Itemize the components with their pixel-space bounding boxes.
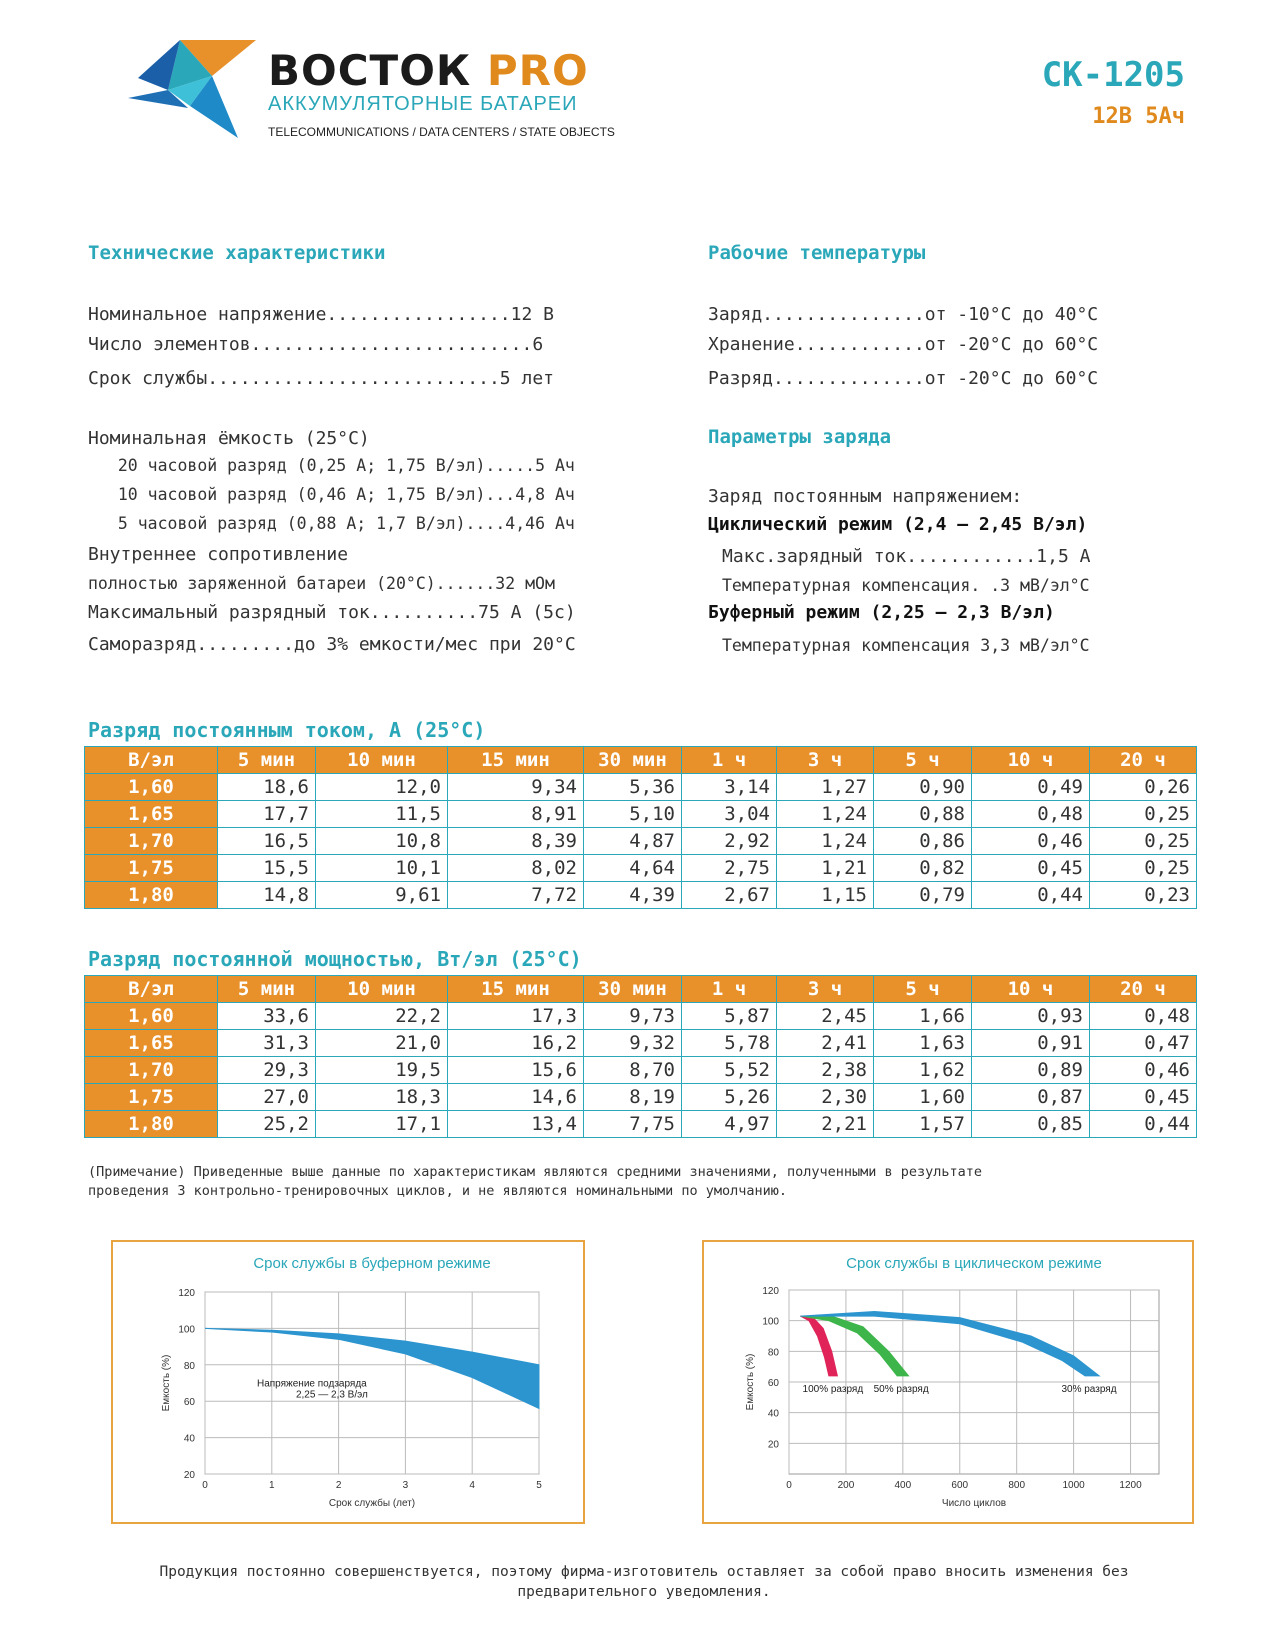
value-cell: 0,45 (1090, 1084, 1197, 1111)
value-cell: 4,39 (584, 882, 682, 909)
buffer-mode-title: Буферный режим (2,25 – 2,3 В/эл) (708, 602, 1055, 623)
table-row (85, 882, 1197, 909)
spec-line: Число элементов..........................6 (88, 334, 544, 355)
value-cell: 0,46 (972, 828, 1090, 855)
value-cell: 2,45 (777, 1003, 874, 1030)
value-cell: 5,78 (682, 1030, 777, 1057)
value-cell: 0,86 (874, 828, 972, 855)
x-axis-label: Срок службы (лет) (328, 1498, 416, 1509)
value-cell: 21,0 (316, 1030, 448, 1057)
value-cell: 5,10 (584, 801, 682, 828)
table-header-cell: 15 мин (448, 976, 584, 1003)
x-tick-label: 800 (1008, 1480, 1026, 1491)
value-cell: 9,73 (584, 1003, 682, 1030)
voltage-cell: 1,70 (85, 1057, 218, 1084)
current-discharge-table (84, 746, 1197, 909)
value-cell: 0,25 (1090, 828, 1197, 855)
temp-line: Заряд...............от -10°С до 40°С (708, 304, 1099, 325)
voltage-cell: 1,80 (85, 1111, 218, 1138)
value-cell: 17,1 (316, 1111, 448, 1138)
cycle-life-chart (702, 1240, 1194, 1524)
value-cell: 1,57 (874, 1111, 972, 1138)
table-row (85, 1030, 1197, 1057)
value-cell: 8,91 (448, 801, 584, 828)
y-tick-label: 20 (183, 1470, 195, 1481)
x-tick-label: 1000 (1062, 1480, 1085, 1491)
x-axis-label: Число циклов (941, 1498, 1007, 1509)
value-cell: 8,39 (448, 828, 584, 855)
value-cell: 2,75 (682, 855, 777, 882)
table-header-row (85, 747, 1197, 774)
note (88, 1163, 982, 1201)
value-cell: 1,27 (777, 774, 874, 801)
temp-line: Хранение............от -20°С до 60°С (708, 334, 1099, 355)
spec-line: Саморазряд.........до 3% емкости/мес при 20°С (88, 634, 576, 655)
x-tick-label: 1 (269, 1480, 275, 1491)
value-cell: 22,2 (316, 1003, 448, 1030)
value-cell: 16,5 (218, 828, 316, 855)
spec-line: 5 часовой разряд (0,88 А; 1,7 В/эл)....4,46 Ач (98, 514, 575, 533)
value-cell: 14,8 (218, 882, 316, 909)
chart-annotation: 2,25 — 2,3 В/эл (295, 1389, 368, 1401)
value-cell: 33,6 (218, 1003, 316, 1030)
table-header-cell: 10 мин (316, 976, 448, 1003)
value-cell: 0,87 (972, 1084, 1090, 1111)
value-cell: 7,75 (584, 1111, 682, 1138)
x-tick-label: 3 (402, 1480, 409, 1491)
x-tick-label: 5 (536, 1480, 542, 1491)
footer-line: предварительного уведомления. (517, 1584, 771, 1600)
x-tick-label: 0 (202, 1480, 208, 1491)
brand-name: ВОСТОК PRO (268, 46, 589, 95)
y-tick-label: 40 (767, 1408, 779, 1420)
table-row (85, 1111, 1197, 1138)
spec-line: Максимальный разрядный ток..........75 А (5с) (88, 602, 576, 623)
value-cell: 0,79 (874, 882, 972, 909)
value-cell: 0,49 (972, 774, 1090, 801)
temps-title: Рабочие температуры (708, 242, 926, 264)
value-cell: 9,61 (316, 882, 448, 909)
voltage-cell: 1,75 (85, 1084, 218, 1111)
table-row (85, 801, 1197, 828)
value-cell: 1,21 (777, 855, 874, 882)
spec-line: полностью заряженной батареи (20°С)......32 мОм (88, 574, 555, 593)
value-cell: 1,63 (874, 1030, 972, 1057)
value-cell: 18,3 (316, 1084, 448, 1111)
table-header-cell: 1 ч (682, 747, 777, 774)
value-cell: 10,1 (316, 855, 448, 882)
table-header-row (85, 976, 1197, 1003)
value-cell: 2,38 (777, 1057, 874, 1084)
series-label: 100% разряд (802, 1383, 864, 1395)
voltage-cell: 1,60 (85, 774, 218, 801)
value-cell: 0,25 (1090, 801, 1197, 828)
footer-line: Продукция постоянно совершенствуется, поэтому фирма-изготовитель оставляет за собой право вносить изменения без (159, 1564, 1129, 1580)
value-cell: 17,3 (448, 1003, 584, 1030)
value-cell: 5,36 (584, 774, 682, 801)
value-cell: 0,46 (1090, 1057, 1197, 1084)
value-cell: 16,2 (448, 1030, 584, 1057)
series-label: 30% разряд (1061, 1383, 1117, 1395)
table-header-cell: 30 мин (584, 976, 682, 1003)
y-tick-label: 60 (767, 1378, 779, 1389)
value-cell: 18,6 (218, 774, 316, 801)
note-line: (Примечание) Приведенные выше данные по характеристикам являются средними значениями, полученными в результате (88, 1164, 983, 1180)
x-tick-label: 2 (335, 1480, 342, 1491)
table-header-cell: 20 ч (1090, 747, 1197, 774)
table-header-cell: 3 ч (777, 976, 874, 1003)
spec-line: Внутреннее сопротивление (88, 544, 349, 565)
tech-specs-title: Технические характеристики (88, 242, 386, 264)
spec-line: Срок службы...........................5 лет (88, 368, 554, 389)
value-cell: 3,04 (682, 801, 777, 828)
series-band-0 (800, 1316, 837, 1376)
table-header-cell: В/эл (85, 747, 218, 774)
value-cell: 5,87 (682, 1003, 777, 1030)
current-table-title: Разряд постоянным током, А (25°С) (88, 718, 486, 742)
value-cell: 5,26 (682, 1084, 777, 1111)
note-line: проведения 3 контрольно-тренировочных циклов, и не являются номинальными по умолчанию. (88, 1183, 787, 1199)
value-cell: 13,4 (448, 1111, 584, 1138)
value-cell: 15,5 (218, 855, 316, 882)
value-cell: 31,3 (218, 1030, 316, 1057)
y-tick-label: 120 (762, 1286, 779, 1297)
table-header-cell: 5 ч (874, 976, 972, 1003)
value-cell: 5,52 (682, 1057, 777, 1084)
value-cell: 0,44 (1090, 1111, 1197, 1138)
x-tick-label: 4 (469, 1480, 475, 1491)
y-tick-label: 20 (767, 1439, 779, 1451)
chart-title: Срок службы в буферном режиме (253, 1255, 491, 1272)
table-row (85, 1084, 1197, 1111)
value-cell: 8,70 (584, 1057, 682, 1084)
power-table-title: Разряд постоянной мощностью, Вт/эл (25°С) (88, 947, 582, 971)
model-title: CK-1205 (1041, 55, 1185, 95)
value-cell: 7,72 (448, 882, 584, 909)
spec-line: 10 часовой разряд (0,46 А; 1,75 В/эл)...4,8 Ач (98, 485, 575, 504)
value-cell: 12,0 (316, 774, 448, 801)
value-cell: 25,2 (218, 1111, 316, 1138)
charge-line: Макс.зарядный ток............1,5 А (722, 546, 1091, 567)
value-cell: 1,62 (874, 1057, 972, 1084)
value-cell: 1,60 (874, 1084, 972, 1111)
x-tick-label: 400 (894, 1480, 912, 1491)
table-header-cell: 5 ч (874, 747, 972, 774)
y-tick-label: 40 (183, 1433, 195, 1445)
table-row (85, 828, 1197, 855)
value-cell: 27,0 (218, 1084, 316, 1111)
y-tick-label: 60 (183, 1397, 195, 1409)
y-tick-label: 120 (178, 1288, 195, 1299)
temp-line: Разряд..............от -20°С до 60°С (708, 368, 1099, 389)
table-header-cell: 20 ч (1090, 976, 1197, 1003)
value-cell: 11,5 (316, 801, 448, 828)
y-tick-label: 100 (762, 1316, 779, 1328)
value-cell: 15,6 (448, 1057, 584, 1084)
value-cell: 29,3 (218, 1057, 316, 1084)
table-header-cell: 10 мин (316, 747, 448, 774)
voltage-cell: 1,65 (85, 1030, 218, 1057)
table-header-cell: 10 ч (972, 747, 1090, 774)
value-cell: 9,32 (584, 1030, 682, 1057)
value-cell: 0,85 (972, 1111, 1090, 1138)
spec-line: Номинальное напряжение.................12 В (88, 304, 554, 325)
charge-line: Температурная компенсация. .3 мВ/эл°С (722, 576, 1090, 595)
chart-title: Срок службы в циклическом режиме (846, 1255, 1102, 1272)
value-cell: 0,91 (972, 1030, 1090, 1057)
life-band (205, 1328, 539, 1408)
value-cell: 0,48 (972, 801, 1090, 828)
power-discharge-table (84, 975, 1197, 1138)
value-cell: 1,24 (777, 801, 874, 828)
value-cell: 2,30 (777, 1084, 874, 1111)
table-row (85, 1057, 1197, 1084)
table-header-cell: 15 мин (448, 747, 584, 774)
cyclic-mode-title: Циклический режим (2,4 – 2,45 В/эл) (708, 514, 1088, 535)
y-tick-label: 80 (767, 1347, 779, 1359)
table-header-cell: 30 мин (584, 747, 682, 774)
charge-intro: Заряд постоянным напряжением: (708, 486, 1023, 507)
value-cell: 10,8 (316, 828, 448, 855)
buffer-life-chart-svg (113, 1242, 583, 1522)
value-cell: 0,45 (972, 855, 1090, 882)
voltage-cell: 1,80 (85, 882, 218, 909)
voltage-cell: 1,70 (85, 828, 218, 855)
value-cell: 8,19 (584, 1084, 682, 1111)
spec-line: 20 часовой разряд (0,25 А; 1,75 В/эл).....5 Ач (98, 456, 575, 475)
brand-subtitle: АККУМУЛЯТОРНЫЕ БАТАРЕИ (268, 93, 578, 115)
value-cell: 0,89 (972, 1057, 1090, 1084)
brand-logo-star-icon (128, 38, 260, 148)
chart-annotation: Напряжение подзаряда (256, 1378, 367, 1390)
value-cell: 8,02 (448, 855, 584, 882)
value-cell: 0,88 (874, 801, 972, 828)
table-header-cell: 10 ч (972, 976, 1090, 1003)
value-cell: 0,26 (1090, 774, 1197, 801)
x-tick-label: 600 (951, 1480, 969, 1491)
table-header-cell: 3 ч (777, 747, 874, 774)
value-cell: 0,44 (972, 882, 1090, 909)
y-tick-label: 100 (178, 1324, 195, 1336)
value-cell: 17,7 (218, 801, 316, 828)
value-cell: 2,67 (682, 882, 777, 909)
voltage-cell: 1,60 (85, 1003, 218, 1030)
voltage-cell: 1,65 (85, 801, 218, 828)
value-cell: 9,34 (448, 774, 584, 801)
value-cell: 1,15 (777, 882, 874, 909)
value-cell: 2,92 (682, 828, 777, 855)
value-cell: 4,64 (584, 855, 682, 882)
charge-line: Температурная компенсация 3,3 мВ/эл°С (722, 636, 1090, 655)
table-row (85, 855, 1197, 882)
value-cell: 4,87 (584, 828, 682, 855)
value-cell: 3,14 (682, 774, 777, 801)
table-header-cell: 1 ч (682, 976, 777, 1003)
footer (88, 1562, 1200, 1602)
brand-tagline: TELECOMMUNICATIONS / DATA CENTERS / STATE OBJECTS (268, 125, 615, 139)
value-cell: 0,48 (1090, 1003, 1197, 1030)
value-cell: 4,97 (682, 1111, 777, 1138)
table-row (85, 1003, 1197, 1030)
model-spec: 12В 5Ач (1092, 104, 1185, 129)
value-cell: 2,41 (777, 1030, 874, 1057)
table-header-cell: 5 мин (218, 747, 316, 774)
table-row (85, 774, 1197, 801)
value-cell: 0,25 (1090, 855, 1197, 882)
cycle-life-chart-svg (704, 1242, 1192, 1522)
value-cell: 0,23 (1090, 882, 1197, 909)
series-label: 50% разряд (873, 1383, 929, 1395)
value-cell: 0,82 (874, 855, 972, 882)
table-header-cell: 5 мин (218, 976, 316, 1003)
buffer-life-chart (111, 1240, 585, 1524)
value-cell: 0,90 (874, 774, 972, 801)
y-axis-label: Емкость (%) (161, 1354, 172, 1412)
value-cell: 19,5 (316, 1057, 448, 1084)
x-tick-label: 200 (837, 1480, 855, 1491)
y-tick-label: 80 (183, 1360, 195, 1372)
value-cell: 14,6 (448, 1084, 584, 1111)
voltage-cell: 1,75 (85, 855, 218, 882)
y-axis-label: Емкость (%) (745, 1353, 756, 1411)
spec-line: Номинальная ёмкость (25°С) (88, 428, 370, 449)
value-cell: 2,21 (777, 1111, 874, 1138)
x-tick-label: 0 (786, 1480, 792, 1491)
charge-title: Параметры заряда (708, 426, 892, 448)
value-cell: 0,47 (1090, 1030, 1197, 1057)
value-cell: 0,93 (972, 1003, 1090, 1030)
value-cell: 1,66 (874, 1003, 972, 1030)
value-cell: 1,24 (777, 828, 874, 855)
table-header-cell: В/эл (85, 976, 218, 1003)
x-tick-label: 1200 (1119, 1480, 1142, 1491)
